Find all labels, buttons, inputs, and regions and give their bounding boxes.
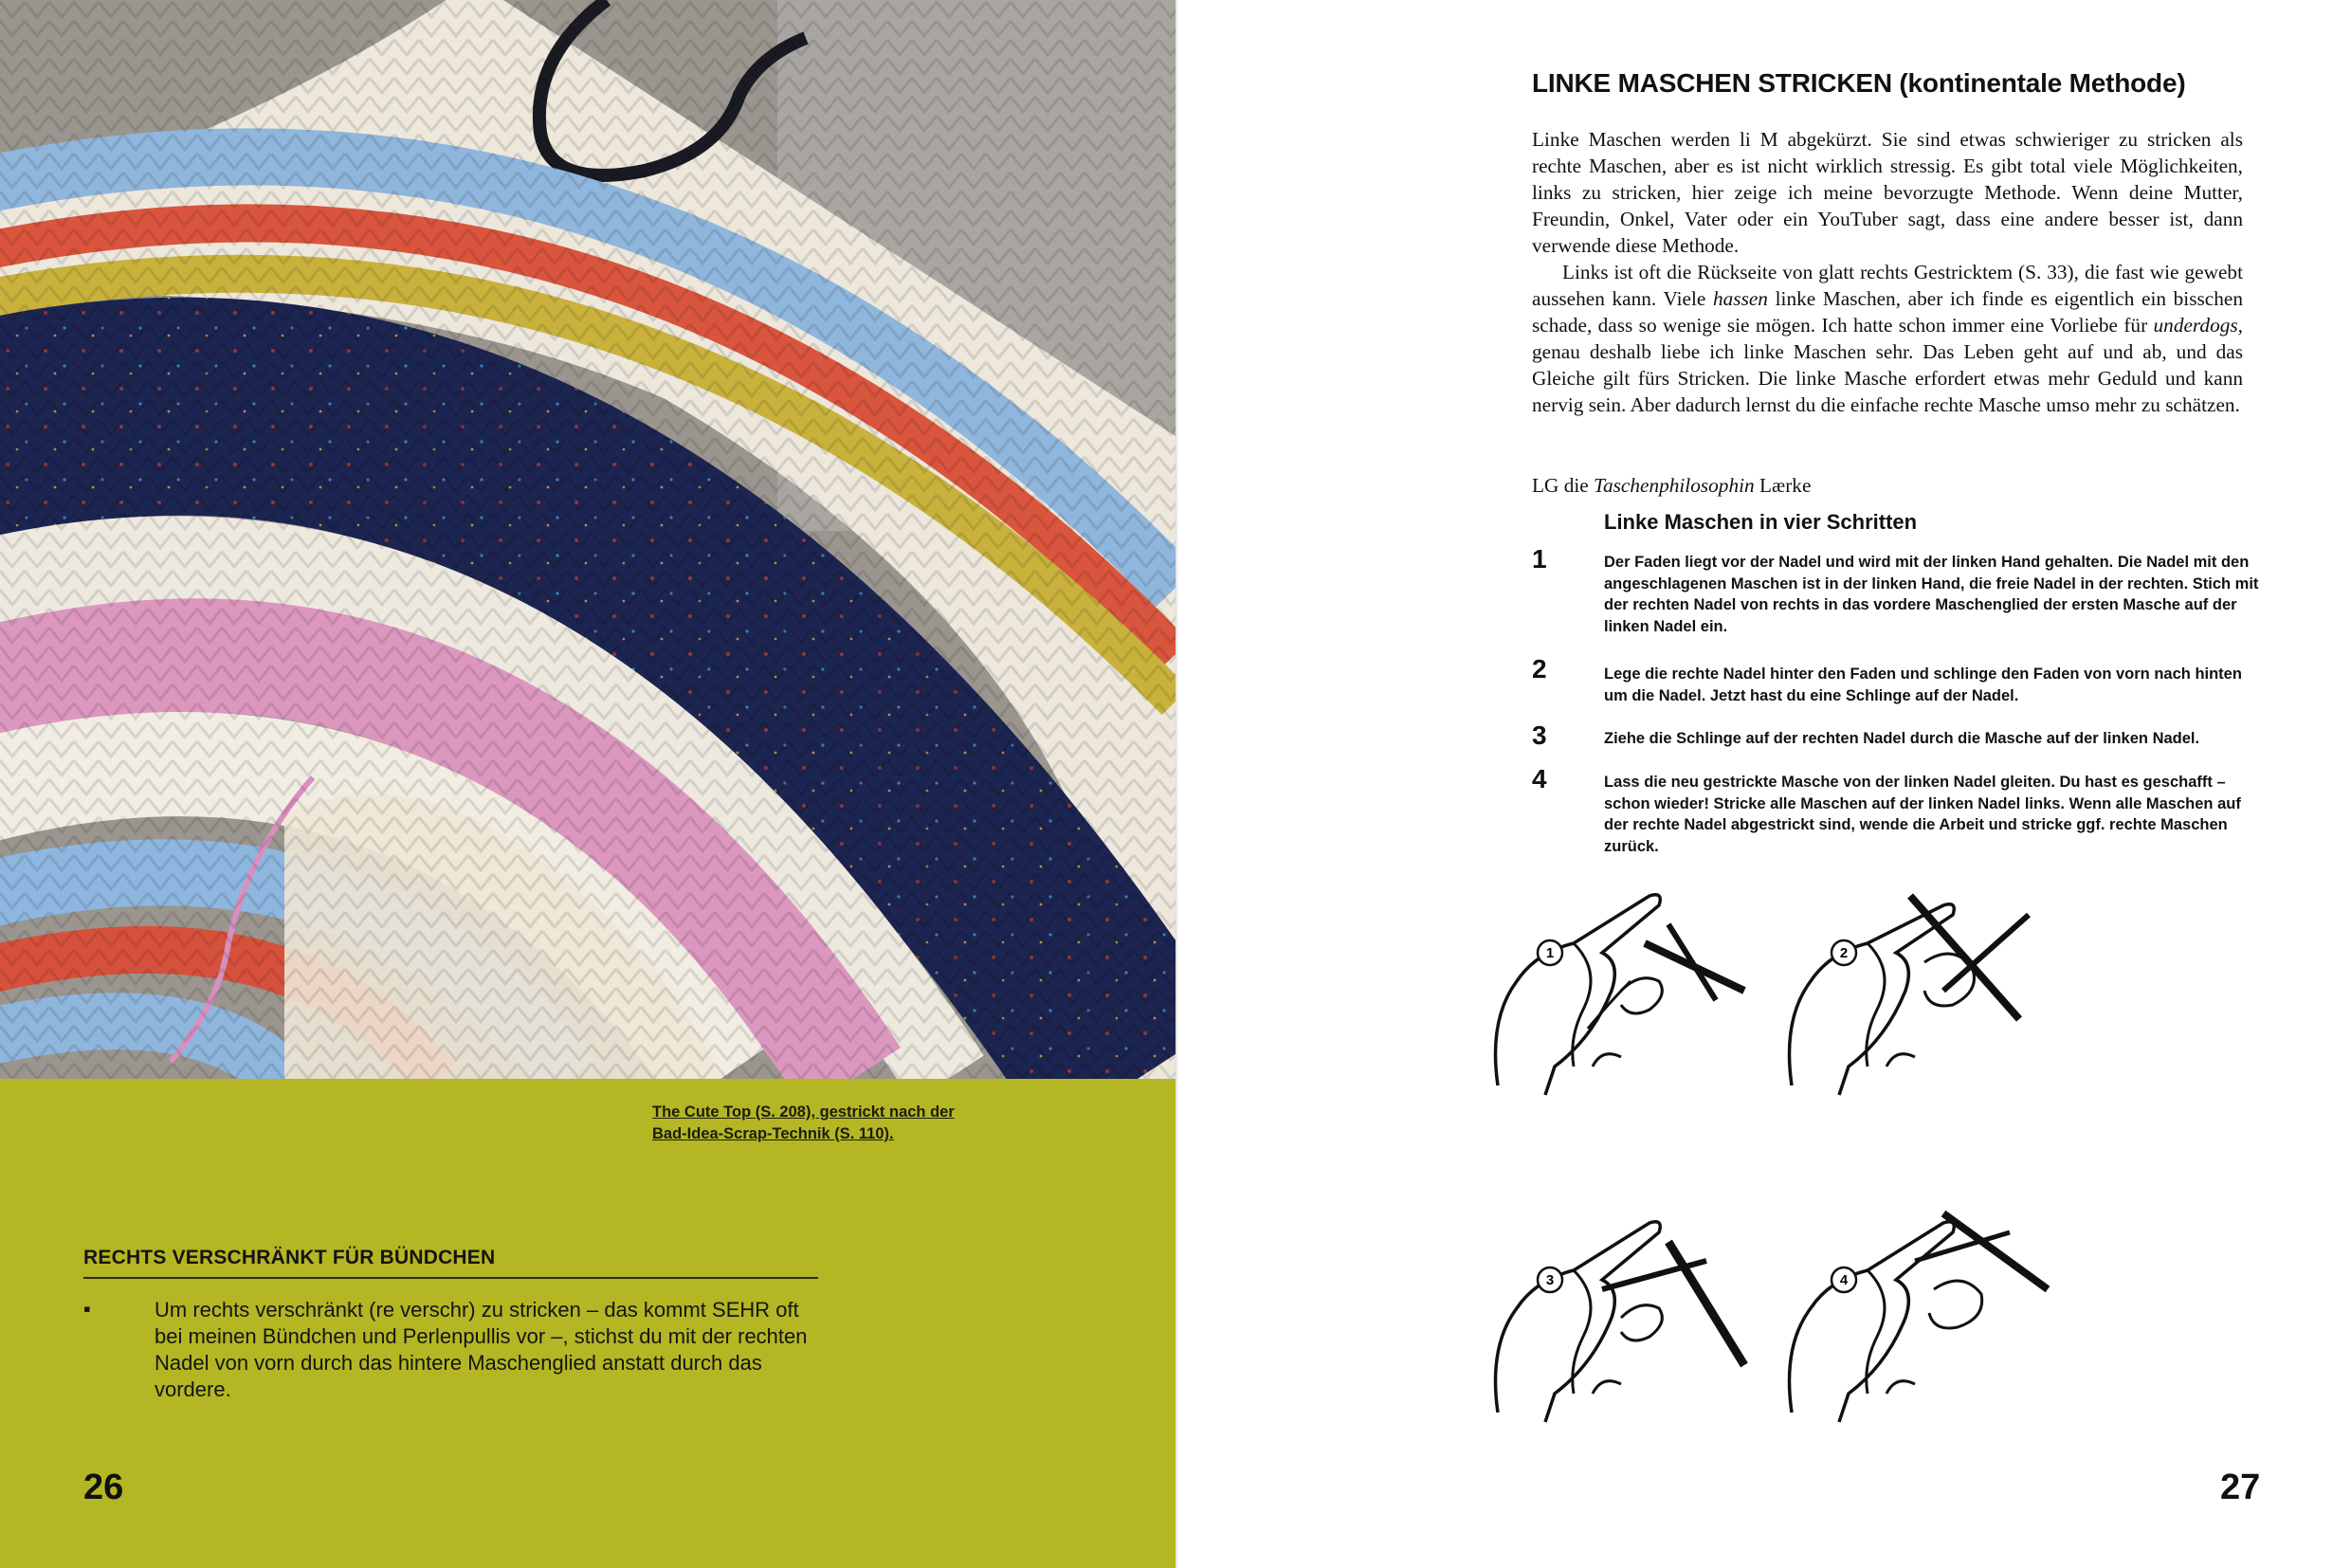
- bullet-icon: ▪: [83, 1297, 91, 1321]
- step-text-2: Lege die rechte Nadel hinter den Faden und schlinge den Faden von vorn nach hinten um die Nadel. Jetzt hast du eine Schlinge auf der Nadel.: [1604, 665, 2242, 704]
- page-number-left: 26: [83, 1468, 124, 1507]
- paragraph-2-part-a: Links ist oft die Rückseite von glatt rechts Gestricktem (S. 33), die fast wie gewebt aussehen kann. Viele: [1532, 261, 2243, 310]
- figure-label-4: 4: [1839, 1272, 1849, 1288]
- hand-knitting-icon: [1773, 877, 2057, 1104]
- intro-paragraph-2: [1532, 259, 2243, 418]
- paragraph-2-part-b: linke Maschen, aber ich finde es eigentlich ein bisschen schade, dass so wenige sie mögen. Ich hatte schon immer eine Vorliebe für: [1532, 287, 2244, 337]
- signoff-suffix: Lærke: [1754, 474, 1812, 497]
- knitted-top-photo: [0, 0, 1176, 1079]
- signoff: [1532, 474, 1811, 498]
- hand-knitting-icon: [1479, 877, 1763, 1104]
- steps-title: Linke Maschen in vier Schritten: [1604, 510, 1918, 534]
- step-number-3: 3: [1532, 720, 1547, 750]
- hand-knitting-icon: [1773, 1204, 2057, 1431]
- figure-label-3: 3: [1545, 1272, 1555, 1288]
- step-text-1: Der Faden liegt vor der Nadel und wird mit der linken Hand gehalten. Die Nadel mit den angeschlagenen Maschen ist in der linken Hand, die freie Nadel in der rechten. Stich mit der rechten Nadel von rechts in das vordere Maschenglied der ersten Masche auf der linken Nadel ein.: [1604, 554, 2259, 635]
- photo-caption-line-1[interactable]: The Cute Top (S. 208), gestrickt nach der: [652, 1103, 955, 1121]
- signoff-emphasis: Taschenphilosophin: [1594, 474, 1755, 497]
- knitted-stripes-illustration: [0, 0, 1176, 1079]
- figure-step-1: [1479, 877, 1763, 1104]
- figure-label-2: 2: [1839, 945, 1849, 961]
- paragraph-2-emphasis-2: underdogs: [2153, 314, 2238, 337]
- book-spine-shadow: [1176, 0, 1178, 1568]
- figure-step-4: [1773, 1204, 2057, 1431]
- hand-knitting-icon: [1479, 1204, 1763, 1431]
- intro-text: [1532, 126, 2243, 418]
- figure-step-3: [1479, 1204, 1763, 1431]
- photo-caption: [652, 1102, 1031, 1145]
- tip-title: RECHTS VERSCHRÄNKT FÜR BÜNDCHEN: [83, 1247, 496, 1268]
- step-number-2: 2: [1532, 654, 1547, 684]
- page-number-right: 27: [2220, 1468, 2261, 1507]
- step-text-3: Ziehe die Schlinge auf der rechten Nadel durch die Masche auf der linken Nadel.: [1604, 730, 2200, 747]
- section-title: LINKE MASCHEN STRICKEN (kontinentale Methode): [1532, 68, 2186, 98]
- signoff-prefix: LG die: [1532, 474, 1595, 497]
- paragraph-2-part-c: , genau deshalb liebe ich linke Maschen sehr. Das Leben geht auf und ab, und das Gleiche gilt fürs Stricken. Die linke Masche erfordert etwas mehr Geduld und kann nervig sein. Aber dadurch lernst du die einfache rechte Masche umso mehr zu schätzen.: [1532, 314, 2243, 416]
- tip-text: Um rechts verschränkt (re verschr) zu stricken – das kommt SEHR oft bei meinen Bündchen und Perlenpullis vor –, stichst du mit der rechten Nadel von vorn durch das hintere Maschenglied anstatt durch das vordere.: [155, 1298, 808, 1401]
- figure-label-1: 1: [1545, 945, 1555, 961]
- step-text-4: Lass die neu gestrickte Masche von der linken Nadel gleiten. Du hast es geschafft – schon wieder! Stricke alle Maschen auf der linken Nadel links. Wenn alle Maschen auf der rechte Nadel abgestrickt sind, wende die Arbeit und stricke ggf. rechte Maschen zurück.: [1604, 774, 2241, 855]
- paragraph-2-emphasis-1: hassen: [1712, 287, 1768, 310]
- figure-step-2: [1773, 877, 2057, 1104]
- step-number-4: 4: [1532, 764, 1547, 793]
- intro-paragraph-1: Linke Maschen werden li M abgekürzt. Sie sind etwas schwieriger zu stricken als rechte Maschen, aber es ist nicht wirklich stressig. Es gibt total viele Möglichkeiten, links zu stricken, hier zeige ich meine bevorzugte Methode. Wenn deine Mutter, Freundin, Onkel, Vater oder ein YouTuber sagt, dass eine andere besser ist, dann verwende diese Methode.: [1532, 128, 2243, 257]
- step-number-1: 1: [1532, 544, 1547, 574]
- tip-divider: [83, 1277, 818, 1279]
- photo-caption-line-2[interactable]: Bad-Idea-Scrap-Technik (S. 110).: [652, 1125, 894, 1142]
